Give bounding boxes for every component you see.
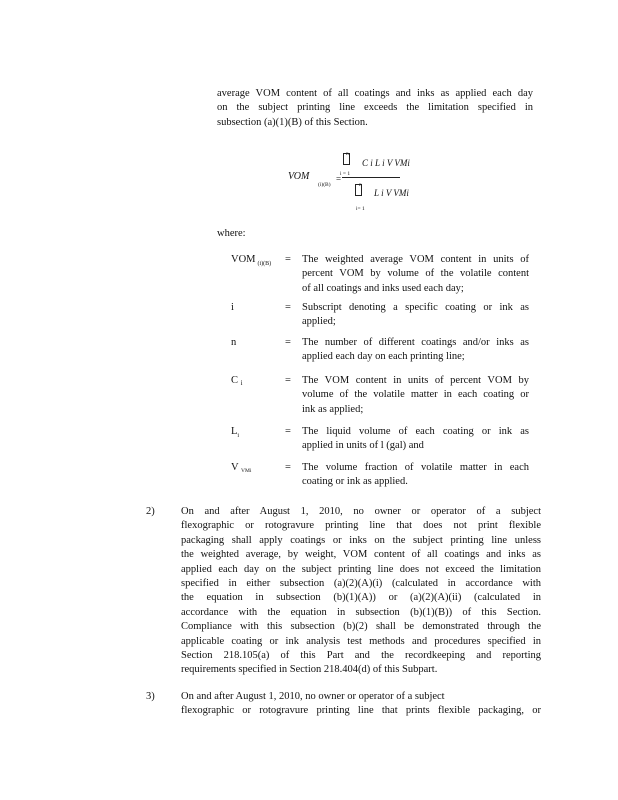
definition-equals: = bbox=[285, 302, 291, 313]
paragraph-number: 2) bbox=[146, 506, 155, 517]
intro-paragraph bbox=[217, 87, 533, 130]
definition-symbol: $L_i$ bbox=[231, 426, 240, 439]
definition-symbol: V VMi bbox=[231, 462, 252, 474]
paragraph-2: On and after August 1, 2010, no owner or operator of a subject flexographic or rotogravure printing line that does not print flexible packaging shall apply coatings or inks on the subject printing line unless the weighted average, by weight, VOM content of all coatings and inks as applied each day on the subject printing line does not exceed the limitation specified in either subsection (a)(2)(A)(i) (calculated in accordance with the equation in subsection (b)(1)(A)) or (a)(2)(A)(ii) (calculated in accordance with the equation in subsection (b)(1)(B)) of this Section. Compliance with this subsection (b)(2) shall be demonstrated through the applicable coating or ink analysis test methods and procedures specified in Section 218.105(a) of this Part and the recordkeeping and reporting requirements specified in Section 218.404(d) of this Subpart. bbox=[181, 506, 541, 676]
intro-line: subsection (a)(1)(B) of this Section. bbox=[217, 116, 368, 128]
intro-line: average VOM content of all coatings and inks as applied each day bbox=[217, 88, 533, 99]
numerator-lower-limit: i = 1 bbox=[340, 171, 351, 177]
denominator-upper-limit: n bbox=[359, 182, 362, 188]
definition-equals: = bbox=[285, 462, 291, 473]
formula-lhs-subscript: (i)(B) bbox=[318, 182, 331, 188]
fraction-bar bbox=[342, 177, 400, 178]
definition-symbol: C i bbox=[231, 375, 243, 387]
definition-text: The liquid volume of each coating or ink as applied in units of l (gal) and bbox=[302, 426, 529, 452]
definition-symbol: n bbox=[231, 337, 237, 348]
definition-text: The volume fraction of volatile matter in each coating or ink as applied. bbox=[302, 462, 529, 488]
denominator-terms: L i V VMi bbox=[374, 188, 409, 198]
definition-text: The number of different coatings and/or inks as applied each day on each printing line; bbox=[302, 337, 529, 363]
paragraph-number: 3) bbox=[146, 691, 155, 702]
formula-equals: = bbox=[336, 174, 342, 184]
definition-symbol: i bbox=[231, 302, 234, 313]
definition-text: The VOM content in units of percent VOM by volume of the volatile matter in each coating or ink as applied; bbox=[302, 375, 529, 415]
paragraph-3: On and after August 1, 2010, no owner or operator of a subject flexographic or rotogravure printing line that prints flexible packaging, or bbox=[181, 691, 541, 717]
formula-lhs: VOM bbox=[288, 171, 310, 182]
definition-equals: = bbox=[285, 375, 291, 386]
denominator-lower-limit: i= 1 bbox=[356, 206, 365, 212]
vom-formula bbox=[288, 150, 428, 220]
numerator-terms: C i L i V VMi bbox=[362, 158, 410, 168]
numerator-upper-limit: n bbox=[346, 151, 349, 157]
definition-symbol: VOM $_{(i)(B)}$ bbox=[231, 254, 272, 267]
where-label: where: bbox=[217, 228, 246, 239]
definition-text: Subscript denoting a specific coating or ink as applied; bbox=[302, 302, 529, 328]
denominator-sum-icon bbox=[355, 184, 362, 196]
definition-equals: = bbox=[285, 426, 291, 437]
definition-text: The weighted average VOM content in units of percent VOM by volume of the volatile content of all coatings and inks used each day; bbox=[302, 254, 529, 294]
definition-equals: = bbox=[285, 337, 291, 348]
intro-line: on the subject printing line exceeds the limitation specified in bbox=[217, 102, 533, 114]
definition-equals: = bbox=[285, 254, 291, 265]
numerator-sum-icon bbox=[343, 153, 350, 165]
